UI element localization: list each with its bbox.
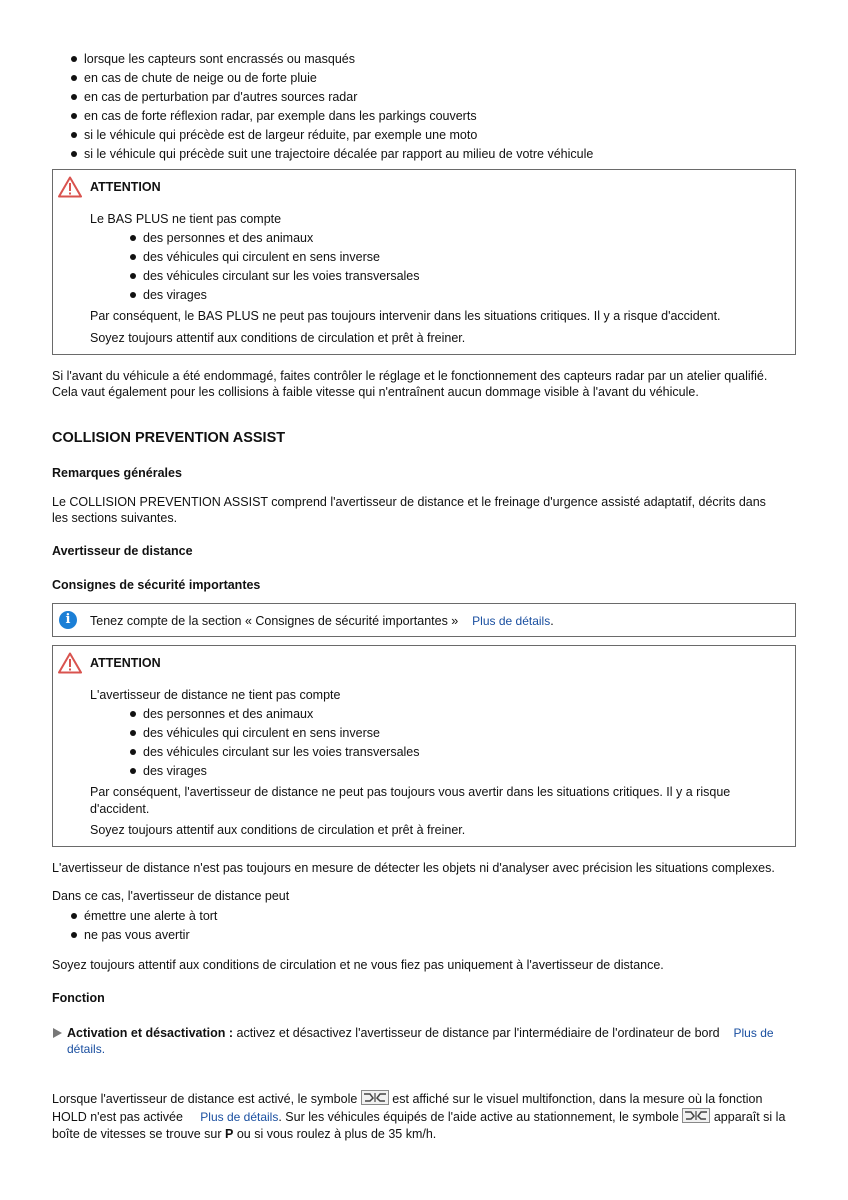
list-item: émettre une alerte à tort bbox=[68, 907, 217, 926]
info-text bbox=[90, 613, 787, 630]
warning-consequence-line-2: d'accident. bbox=[90, 802, 150, 816]
function-text-3a: boîte de vitesses se trouve sur bbox=[52, 1127, 222, 1141]
warning-intro: Le BAS PLUS ne tient pas compte bbox=[90, 212, 282, 226]
distance-warning-symbol-icon bbox=[682, 1108, 710, 1123]
limits-case-list bbox=[68, 907, 217, 945]
limits-case-intro: Dans ce cas, l'avertisseur de distance peut bbox=[52, 889, 290, 903]
info-trailing: . bbox=[550, 614, 554, 628]
gear-p-label: P bbox=[225, 1127, 234, 1141]
warning-box-bas-plus bbox=[52, 169, 796, 355]
warning-triangle-icon bbox=[58, 652, 82, 674]
function-text-1a: Lorsque l'avertisseur de distance est activé, le symbole bbox=[52, 1092, 358, 1106]
list-item: ne pas vous avertir bbox=[68, 926, 217, 945]
warning-title: ATTENTION bbox=[90, 656, 161, 670]
list-item: des personnes et des animaux bbox=[127, 705, 420, 724]
warning-consequence-line-1: Par conséquent, l'avertisseur de distance ne peut pas toujours vous avertir dans les situations critiques. Il y a risque bbox=[90, 785, 731, 799]
more-details-link-cont[interactable]: détails bbox=[67, 1042, 102, 1056]
top-bullet-list bbox=[68, 50, 593, 164]
general-text bbox=[52, 494, 766, 526]
function-text-3b: ou si vous roulez à plus de 35 km/h. bbox=[236, 1127, 437, 1141]
warning-title: ATTENTION bbox=[90, 180, 161, 194]
subsection-heading: Avertisseur de distance bbox=[52, 544, 193, 558]
function-text-1b: est affiché sur le visuel multifonction, dans la mesure où la fonction bbox=[392, 1092, 763, 1106]
function-text-2a: HOLD n'est pas activée bbox=[52, 1110, 183, 1124]
more-details-link[interactable]: Plus de détails bbox=[472, 614, 551, 628]
more-details-link[interactable]: Plus de bbox=[733, 1026, 774, 1040]
section-title: COLLISION PREVENTION ASSIST bbox=[52, 430, 286, 446]
list-item: en cas de perturbation par d'autres sources radar bbox=[68, 88, 593, 107]
step-arrow-icon bbox=[53, 1028, 62, 1038]
warning-list bbox=[127, 229, 420, 305]
activation-trailing: . bbox=[101, 1042, 106, 1056]
function-text-2b: . Sur les véhicules équipés de l'aide active au stationnement, le symbole bbox=[278, 1110, 679, 1124]
function-paragraph bbox=[52, 1090, 800, 1143]
general-heading: Remarques générales bbox=[52, 466, 182, 480]
activation-step bbox=[52, 1025, 797, 1057]
list-item: lorsque les capteurs sont encrassés ou masqués bbox=[68, 50, 593, 69]
limits-text: L'avertisseur de distance n'est pas toujours en mesure de détecter les objets ni d'analyser avec précision les situations complexes. bbox=[52, 861, 775, 875]
limits-advice: Soyez toujours attentif aux conditions de circulation et ne vous fiez pas uniquement à l'avertisseur de distance. bbox=[52, 958, 664, 972]
general-text-line-1: Le COLLISION PREVENTION ASSIST comprend l'avertisseur de distance et le freinage d'urgence assisté adaptatif, décrits dans bbox=[52, 495, 766, 509]
warning-advice: Soyez toujours attentif aux conditions de circulation et prêt à freiner. bbox=[90, 331, 466, 345]
activation-label: Activation et désactivation : bbox=[67, 1026, 234, 1040]
list-item: si le véhicule qui précède suit une trajectoire décalée par rapport au milieu de votre véhicule bbox=[68, 145, 593, 164]
damage-line-1: Si l'avant du véhicule a été endommagé, faites contrôler le réglage et le fonctionnement des capteurs radar par un atelier qualifié. bbox=[52, 369, 768, 383]
list-item: des véhicules qui circulent en sens inverse bbox=[127, 248, 420, 267]
function-text-2c: apparaît si la bbox=[713, 1110, 786, 1124]
info-icon: i bbox=[59, 611, 77, 629]
info-box bbox=[52, 603, 796, 637]
list-item: des véhicules circulant sur les voies transversales bbox=[127, 743, 420, 762]
list-item: des véhicules circulant sur les voies transversales bbox=[127, 267, 420, 286]
list-item: des véhicules qui circulent en sens inverse bbox=[127, 724, 420, 743]
list-item: en cas de forte réflexion radar, par exemple dans les parkings couverts bbox=[68, 107, 593, 126]
list-item: des virages bbox=[127, 762, 420, 781]
activation-text: activez et désactivez l'avertisseur de distance par l'intermédiaire de l'ordinateur de bord bbox=[236, 1026, 720, 1040]
more-details-link[interactable]: Plus de détails bbox=[200, 1110, 279, 1124]
warning-box-distance-warning bbox=[52, 645, 796, 847]
list-item: des personnes et des animaux bbox=[127, 229, 420, 248]
warning-list bbox=[127, 705, 420, 781]
distance-warning-symbol-icon bbox=[361, 1090, 389, 1105]
general-text-line-2: les sections suivantes. bbox=[52, 511, 178, 525]
warning-triangle-icon bbox=[58, 176, 82, 198]
list-item: si le véhicule qui précède est de largeur réduite, par exemple une moto bbox=[68, 126, 593, 145]
list-item: des virages bbox=[127, 286, 420, 305]
warning-intro: L'avertisseur de distance ne tient pas compte bbox=[90, 688, 341, 702]
function-heading: Fonction bbox=[52, 991, 105, 1005]
damage-line-2: Cela vaut également pour les collisions à faible vitesse qui n'entraînent aucun dommage visible à l'avant du véhicule. bbox=[52, 385, 699, 399]
safety-heading: Consignes de sécurité importantes bbox=[52, 578, 261, 592]
info-text-content: Tenez compte de la section « Consignes de sécurité importantes » bbox=[90, 614, 459, 628]
damage-paragraph bbox=[52, 368, 767, 400]
warning-consequence: Par conséquent, le BAS PLUS ne peut pas toujours intervenir dans les situations critiques. Il y a risque d'accident. bbox=[90, 309, 721, 323]
warning-advice: Soyez toujours attentif aux conditions de circulation et prêt à freiner. bbox=[90, 823, 466, 837]
warning-consequence bbox=[90, 784, 787, 818]
list-item: en cas de chute de neige ou de forte pluie bbox=[68, 69, 593, 88]
